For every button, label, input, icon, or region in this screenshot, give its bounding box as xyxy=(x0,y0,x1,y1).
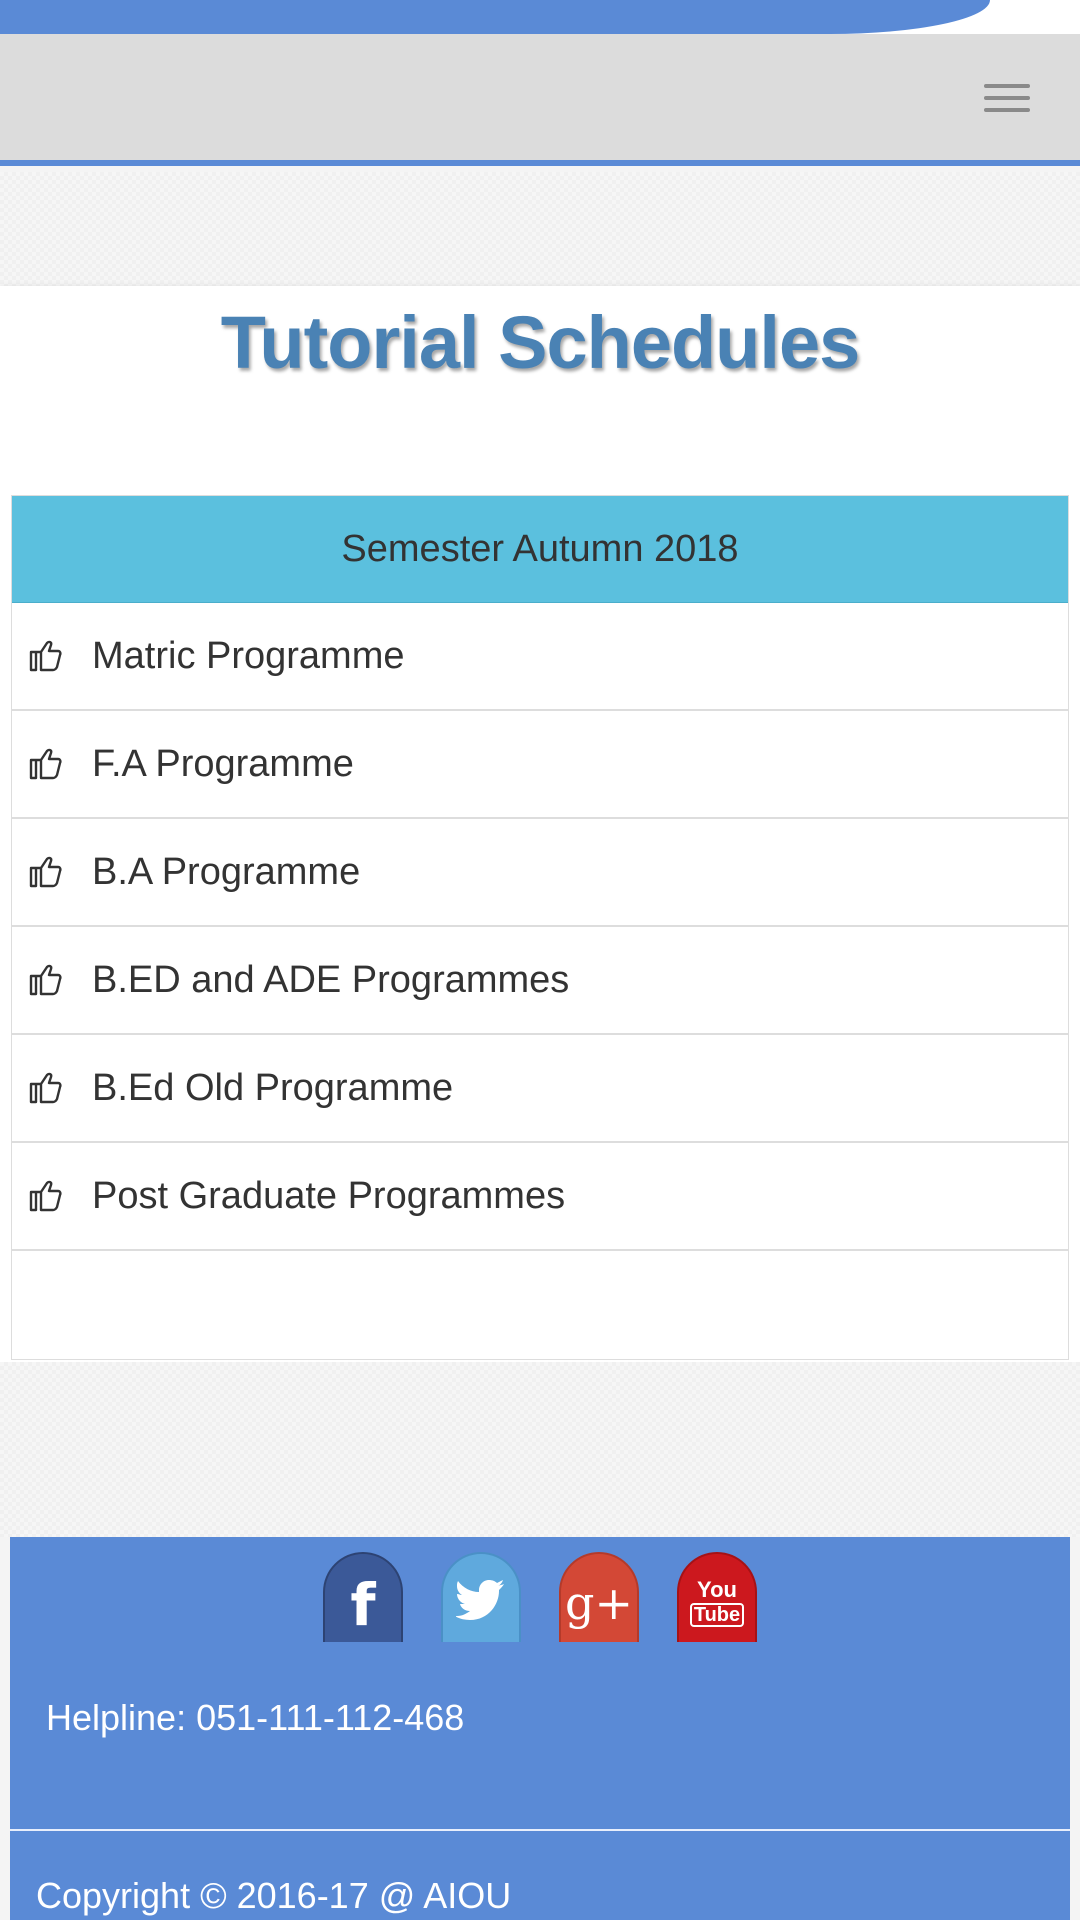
schedule-header: Semester Autumn 2018 xyxy=(12,496,1068,603)
facebook-link[interactable] xyxy=(323,1552,403,1642)
thumbs-up-pointing-icon xyxy=(26,744,66,784)
list-item-ba[interactable] xyxy=(12,819,1068,927)
navbar xyxy=(0,34,1080,166)
list-item-label: B.Ed Old Programme xyxy=(92,1066,454,1109)
social-links xyxy=(10,1552,1070,1642)
thumbs-up-pointing-icon xyxy=(26,960,66,1000)
list-item-label: B.A Programme xyxy=(92,850,361,893)
helpline-text: Helpline: 051-111-112-468 xyxy=(46,1697,465,1738)
youtube-icon-text-bottom: Tube xyxy=(690,1603,744,1627)
list-item-bed-ade[interactable] xyxy=(12,927,1068,1035)
list-item-fa[interactable] xyxy=(12,711,1068,819)
list-item-label: B.ED and ADE Programmes xyxy=(92,958,570,1001)
list-item-bed-old[interactable] xyxy=(12,1035,1068,1143)
top-blue-band xyxy=(0,0,990,34)
schedule-panel xyxy=(11,495,1069,1360)
thumbs-up-pointing-icon xyxy=(26,852,66,892)
copyright-text: Copyright © 2016-17 @ AIOU xyxy=(36,1875,512,1916)
thumbs-up-pointing-icon xyxy=(26,636,66,676)
twitter-icon xyxy=(456,1579,506,1626)
youtube-icon-text-top: You xyxy=(697,1577,737,1602)
background-pattern-bottom xyxy=(0,1362,1080,1537)
page-title: Tutorial Schedules xyxy=(220,301,860,384)
footer xyxy=(10,1537,1070,1920)
list-item-post-graduate[interactable] xyxy=(12,1143,1068,1251)
top-decor-strip xyxy=(0,0,1080,34)
youtube-icon xyxy=(690,1579,744,1627)
list-item-label: Post Graduate Programmes xyxy=(92,1174,566,1217)
twitter-link[interactable] xyxy=(441,1552,521,1642)
google-plus-icon: g+ xyxy=(565,1576,633,1630)
google-plus-link[interactable] xyxy=(559,1552,639,1642)
schedule-list xyxy=(12,603,1068,1251)
list-item-label: F.A Programme xyxy=(92,742,354,785)
thumbs-up-pointing-icon xyxy=(26,1176,66,1216)
background-pattern-top xyxy=(0,172,1080,286)
list-item-label: Matric Programme xyxy=(92,634,405,677)
youtube-link[interactable] xyxy=(677,1552,757,1642)
footer-divider xyxy=(10,1829,1070,1831)
facebook-icon: f xyxy=(350,1571,376,1639)
thumbs-up-pointing-icon xyxy=(26,1068,66,1108)
list-item-matric[interactable] xyxy=(12,603,1068,711)
hamburger-icon[interactable] xyxy=(984,84,1030,114)
